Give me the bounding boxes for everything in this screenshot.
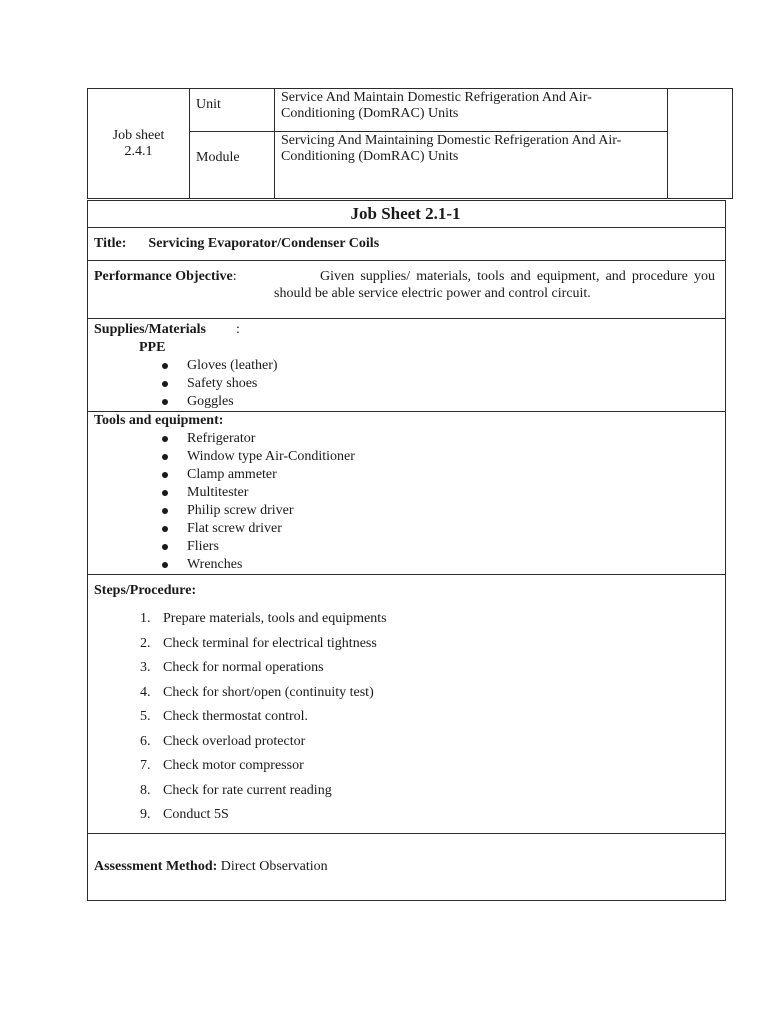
ppe-item: Gloves (leather): [162, 357, 717, 375]
tool-item: Flat screw driver: [162, 520, 717, 538]
performance-objective-row: [88, 261, 726, 319]
step-text: Check motor compressor: [163, 758, 304, 773]
step-item: 9. Conduct 5S: [140, 803, 717, 828]
tools-row: [88, 412, 726, 575]
unit-description: Service And Maintain Domestic Refrigeration And Air-Conditioning (DomRAC) Units: [275, 89, 668, 132]
step-item: 3. Check for normal operations: [140, 656, 717, 681]
step-item: 2. Check terminal for electrical tightness: [140, 632, 717, 657]
assessment-text: Direct Observation: [220, 859, 328, 874]
supplies-colon: :: [236, 322, 240, 337]
step-item: 6. Check overload protector: [140, 730, 717, 755]
step-item: 8. Check for rate current reading: [140, 779, 717, 804]
step-item: 1. Prepare materials, tools and equipments: [140, 607, 717, 632]
job-sheet-label: Job sheet: [112, 127, 165, 143]
step-item: 7. Check motor compressor: [140, 754, 717, 779]
step-text: Check for normal operations: [163, 660, 324, 675]
ppe-label: PPE: [139, 340, 166, 355]
step-text: Check thermostat control.: [163, 709, 309, 724]
assessment-row: [88, 834, 726, 901]
job-sheet-number: 2.4.1: [124, 143, 153, 159]
module-label: Module: [190, 132, 275, 199]
tool-item: Wrenches: [162, 556, 717, 574]
step-text: Check overload protector: [163, 733, 306, 749]
job-sheet-number-cell: [88, 89, 190, 199]
objective-colon: :: [232, 269, 237, 284]
tool-item: Fliers: [162, 538, 717, 556]
steps-list: [94, 607, 717, 828]
ppe-item: Goggles: [162, 393, 717, 411]
supplies-label: Supplies/Materials: [94, 322, 207, 337]
tool-item: Window type Air-Conditioner: [162, 448, 717, 466]
step-item: 5. Check thermostat control.: [140, 705, 717, 730]
title-label: Title:: [94, 236, 127, 251]
step-text: Conduct 5S: [163, 807, 229, 822]
objective-text: Given supplies/ materials, tools and equipment, and procedure you should be able service electric power and control circuit.: [274, 269, 715, 301]
tool-item: Refrigerator: [162, 430, 717, 448]
tools-label: Tools and equipment:: [94, 413, 224, 428]
tool-item: Philip screw driver: [162, 502, 717, 520]
unit-label: Unit: [190, 89, 275, 132]
job-sheet-heading: Job Sheet 2.1-1: [88, 201, 726, 228]
step-text: Prepare materials, tools and equipments: [163, 611, 387, 626]
title-text: Servicing Evaporator/Condenser Coils: [148, 236, 380, 251]
ppe-list: [94, 357, 717, 411]
tools-list: [94, 430, 717, 574]
job-sheet-table: [87, 200, 726, 901]
step-item: 4. Check for short/open (continuity test): [140, 681, 717, 706]
header-table: [87, 88, 733, 199]
title-row: [88, 228, 726, 261]
supplies-row: [88, 319, 726, 412]
module-description: Servicing And Maintaining Domestic Refrigeration And Air-Conditioning (DomRAC) Units: [275, 132, 668, 199]
step-text: Check terminal for electrical tightness: [163, 635, 377, 651]
step-text: Check for rate current reading: [163, 782, 332, 798]
step-text: Check for short/open (continuity test): [163, 684, 374, 700]
blank-cell: [668, 89, 733, 199]
tool-item: Clamp ammeter: [162, 466, 717, 484]
tool-item: Multitester: [162, 484, 717, 502]
objective-label: Performance Objective: [94, 269, 233, 284]
steps-label: Steps/Procedure:: [94, 583, 197, 598]
assessment-label: Assessment Method:: [94, 859, 218, 874]
ppe-item: Safety shoes: [162, 375, 717, 393]
steps-row: [88, 575, 726, 834]
